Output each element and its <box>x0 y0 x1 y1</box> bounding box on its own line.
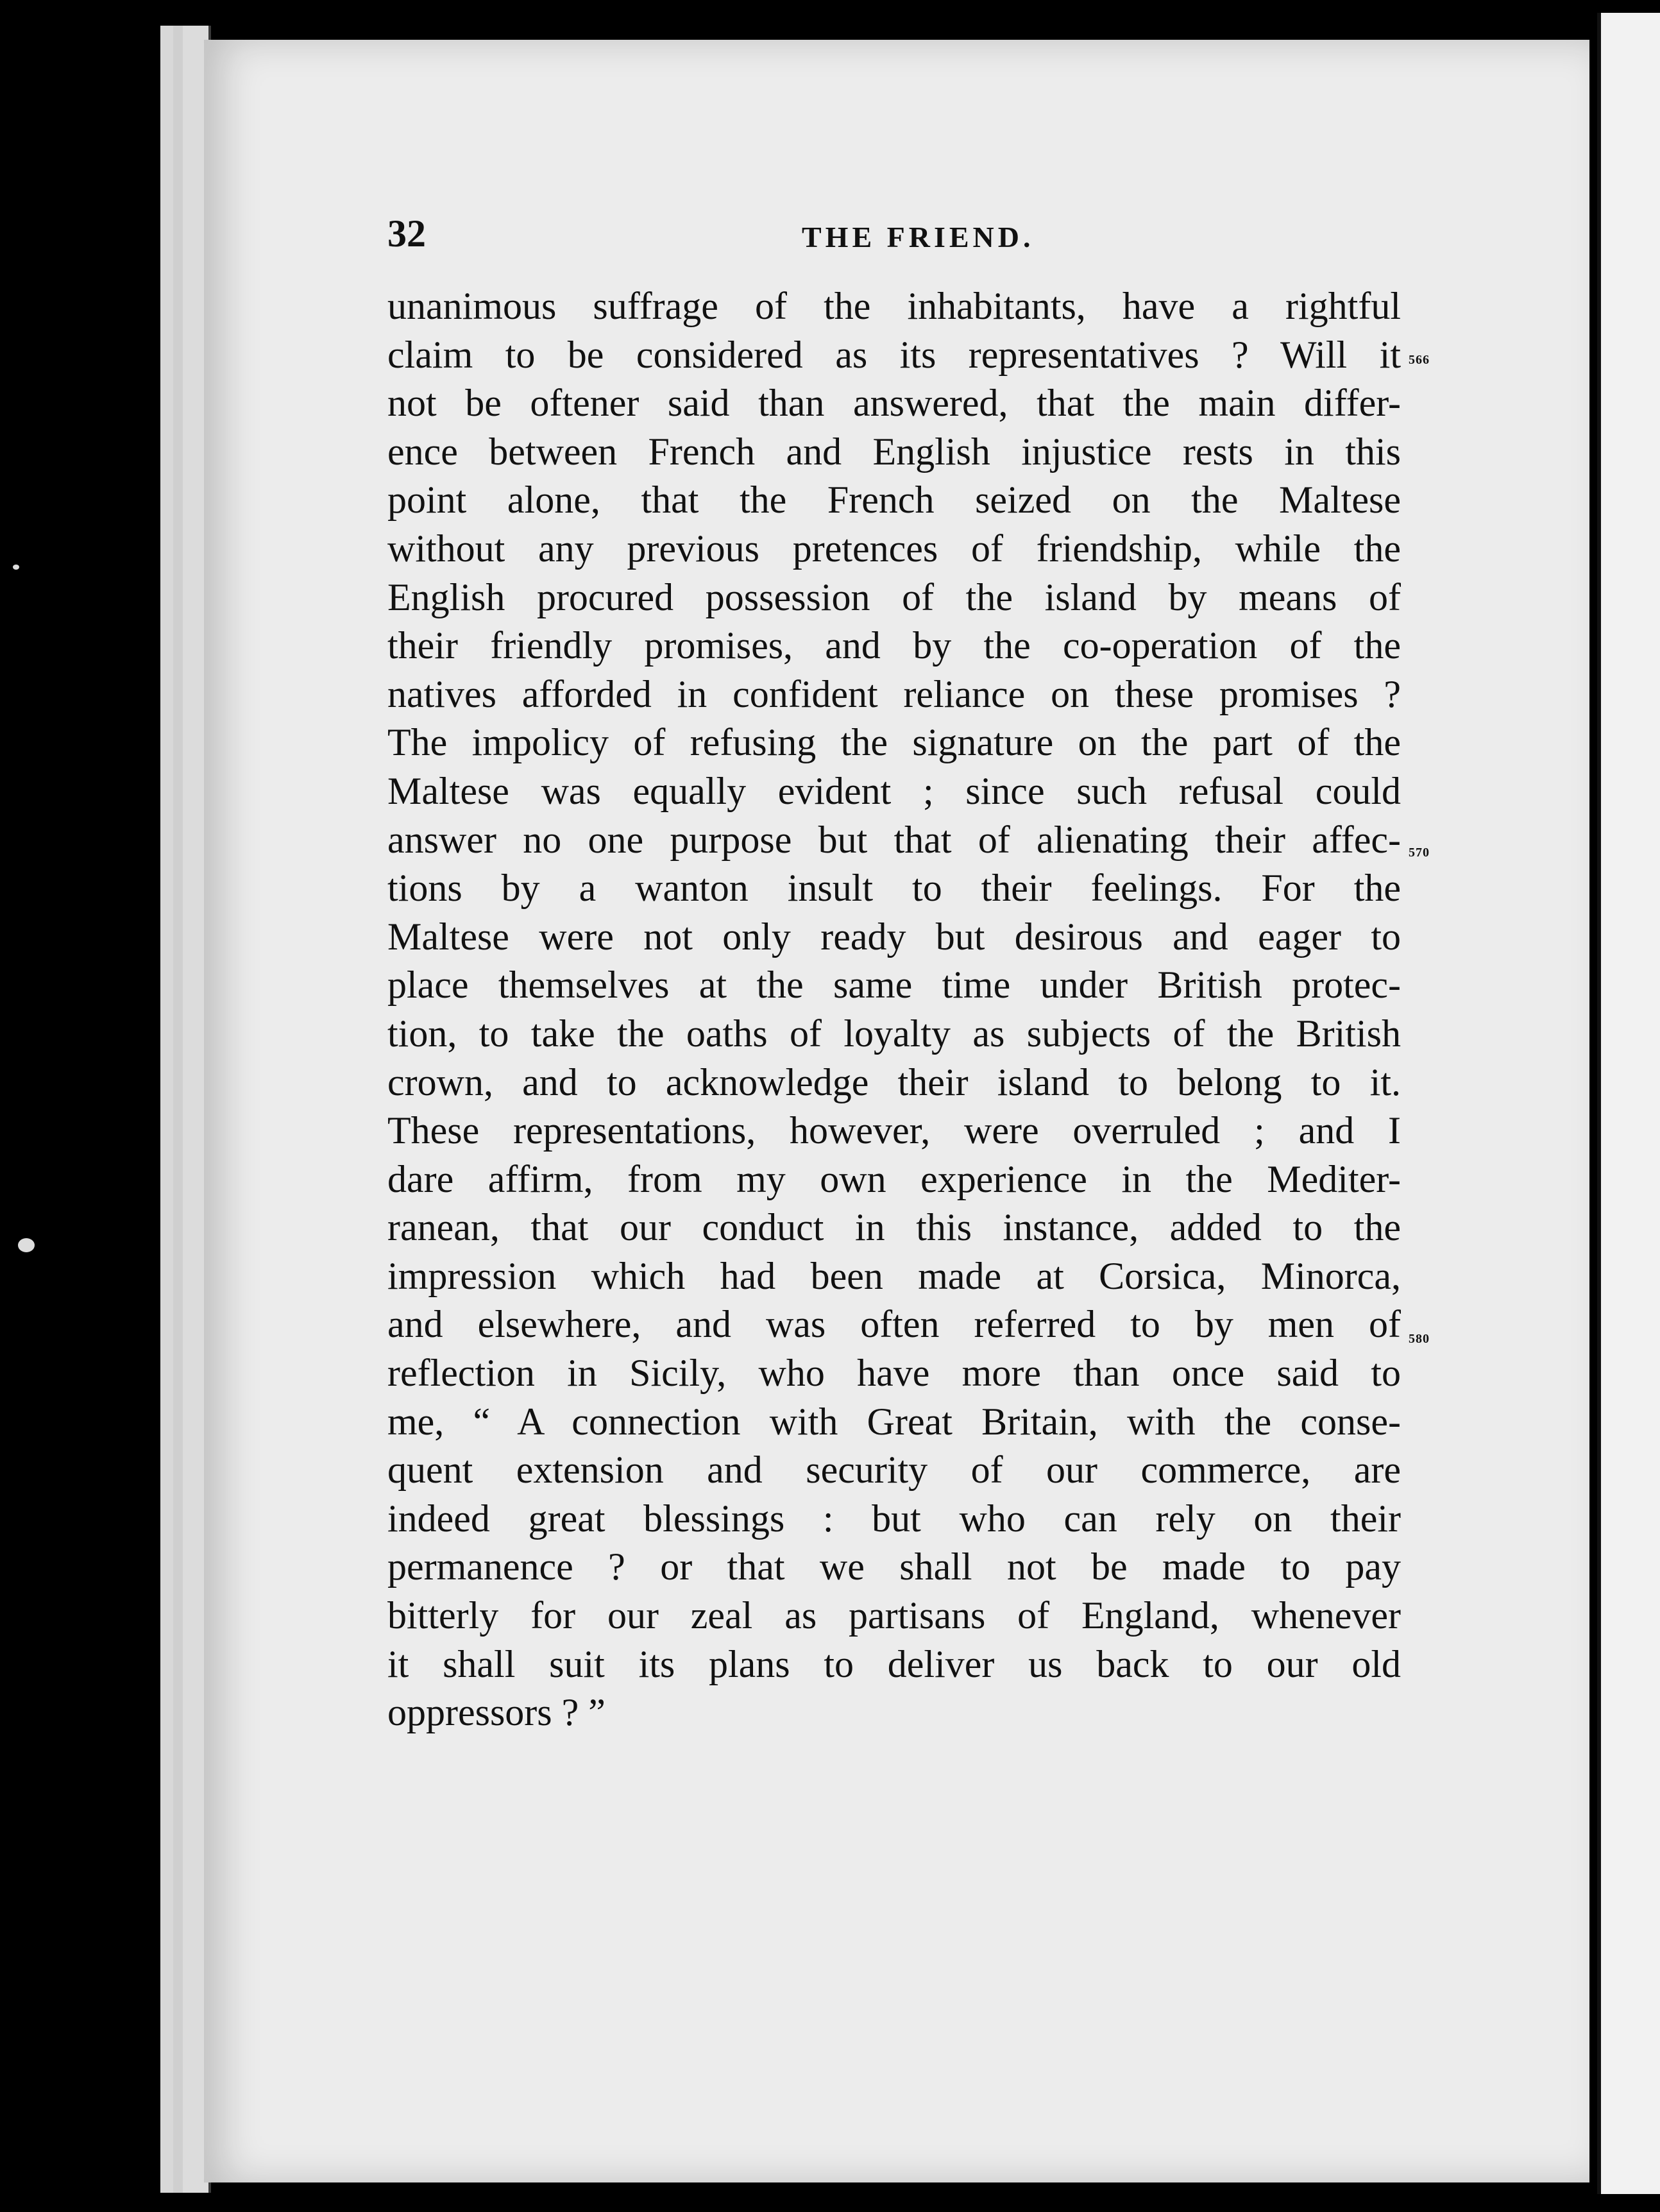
text-line: tions by a wanton insult to their feelings. For the <box>387 867 1401 910</box>
text-line: tion, to take the oaths of loyalty as subjects of the British <box>387 1012 1401 1055</box>
margin-line-number: 580 <box>1409 1332 1430 1346</box>
margin-line-number: 570 <box>1409 846 1430 860</box>
text-line: Maltese was equally evident ; since such refusal could <box>387 769 1401 812</box>
text-line: their friendly promises, and by the co-operation of the <box>387 624 1401 667</box>
text-line: answer no one purpose but that of alienating their affec- <box>387 818 1401 861</box>
text-line: claim to be considered as its representatives ? Will it <box>387 333 1401 376</box>
scan-speck <box>18 1238 35 1252</box>
text-line: Maltese were not only ready but desirous and eager to <box>387 915 1401 958</box>
text-line: reflection in Sicily, who have more than once said to <box>387 1352 1401 1395</box>
text-line: ranean, that our conduct in this instance, added to the <box>387 1206 1401 1249</box>
text-line: quent extension and security of our commerce, are <box>387 1449 1401 1492</box>
text-line: These representations, however, were overruled ; and I <box>387 1109 1401 1152</box>
text-line: permanence ? or that we shall not be made to pay <box>387 1545 1401 1588</box>
text-line: indeed great blessings : but who can rely on their <box>387 1497 1401 1540</box>
text-line: bitterly for our zeal as partisans of England, whenever <box>387 1594 1401 1637</box>
text-line: it shall suit its plans to deliver us back to our old <box>387 1642 1401 1685</box>
text-line: not be oftener said than answered, that the main differ- <box>387 382 1401 425</box>
text-line: place themselves at the same time under British protec- <box>387 964 1401 1007</box>
text-line: unanimous suffrage of the inhabitants, have a rightful <box>387 285 1401 327</box>
text-line: point alone, that the French seized on the Maltese <box>387 479 1401 522</box>
text-line: natives afforded in confident reliance on these promises ? <box>387 672 1401 715</box>
text-line: English procured possession of the island by means of <box>387 575 1401 618</box>
text-line: ence between French and English injustice rests in this <box>387 430 1401 473</box>
text-line: without any previous pretences of friendship, while the <box>387 527 1401 570</box>
page-number: 32 <box>387 212 426 255</box>
running-head: THE FRIEND. <box>802 221 1035 253</box>
facing-page-edge <box>1597 13 1660 2194</box>
text-line: The impolicy of refusing the signature on the part of the <box>387 721 1401 764</box>
text-line: impression which had been made at Corsica, Minorca, <box>387 1254 1401 1297</box>
text-line: dare affirm, from my own experience in the Mediter- <box>387 1157 1401 1200</box>
text-line: me, “ A connection with Great Britain, with the conse- <box>387 1400 1401 1443</box>
margin-line-number: 566 <box>1409 353 1430 367</box>
scan-speck <box>13 565 19 570</box>
body-text <box>387 282 1401 1737</box>
text-line: and elsewhere, and was often referred to by men of <box>387 1303 1401 1346</box>
text-line: crown, and to acknowledge their island to belong to it. <box>387 1060 1401 1103</box>
text-line: oppressors ? ” <box>387 1691 606 1734</box>
